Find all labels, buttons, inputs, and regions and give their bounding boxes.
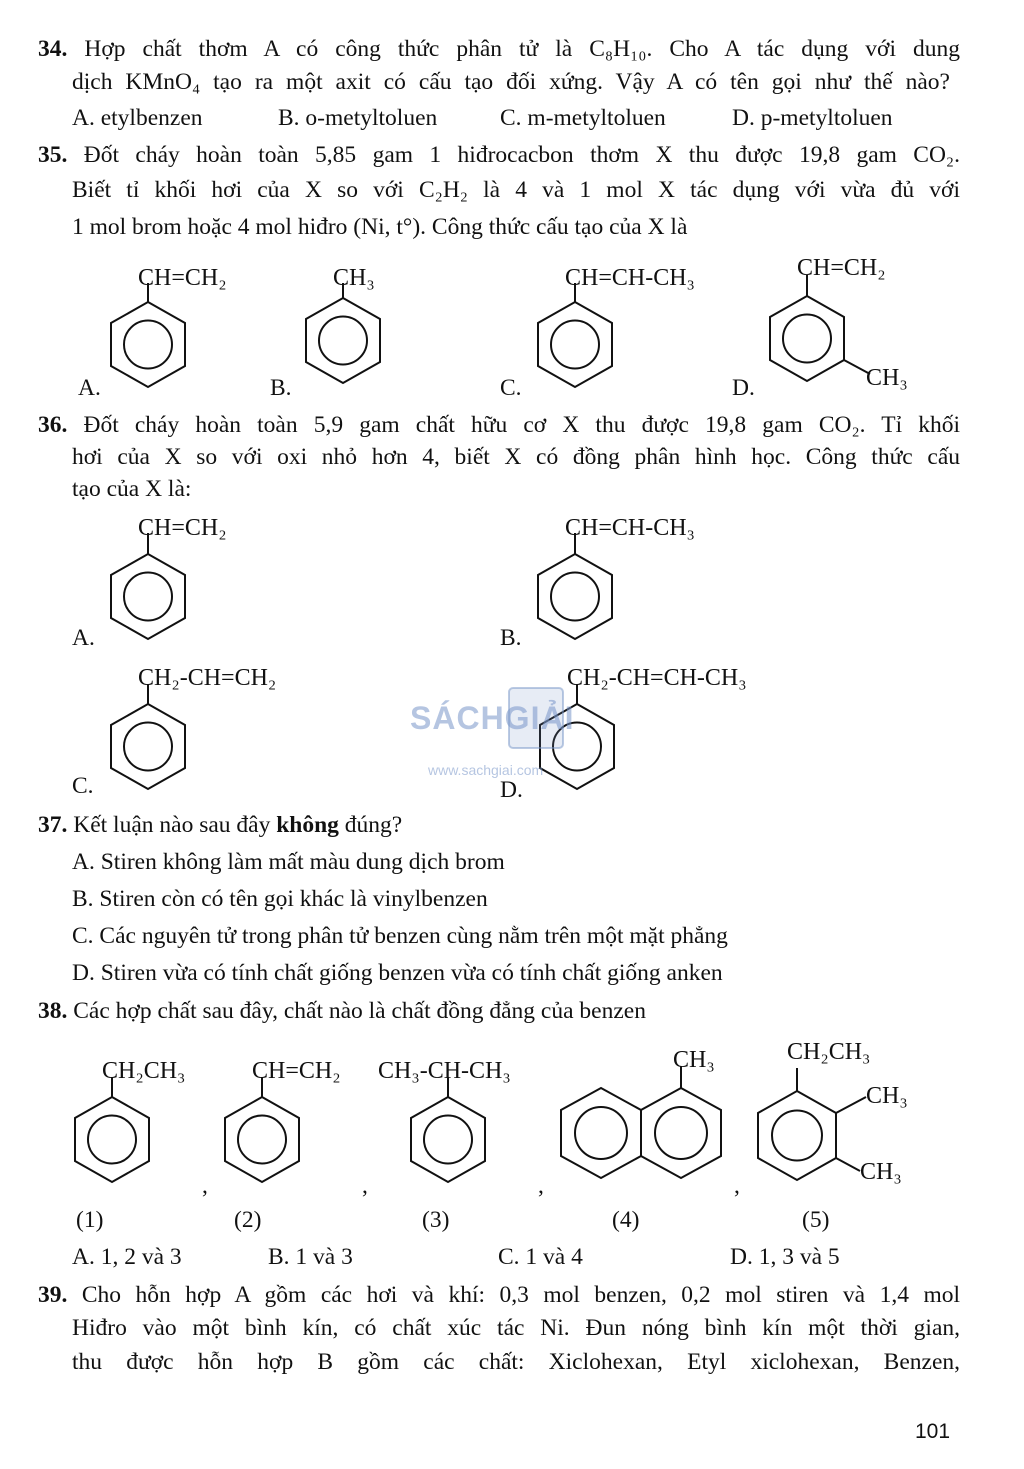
q38-5-substituent-3: CH₃ <box>860 1159 902 1185</box>
q38-3-substituent: CH₃-CH-CH₃ <box>378 1058 511 1084</box>
q38-5-substituent-2: CH₃ <box>866 1083 908 1109</box>
q36-line-3: tạo của X là: <box>72 476 192 502</box>
q35-a-substituent: CH=CH₂ <box>138 265 227 291</box>
q35-d-substituent-2: CH₃ <box>866 365 908 391</box>
q39-line-3: thu được hỗn hợp B gồm các chất: Xiclohexan, Etyl xiclohexan, Benzen, <box>72 1349 960 1375</box>
q38-option-b: B. 1 và 3 <box>268 1244 353 1270</box>
q36-c-substituent: CH₂-CH=CH₂ <box>138 665 277 691</box>
q38-comma-1: , <box>202 1173 208 1199</box>
page-number: 101 <box>915 1420 951 1443</box>
q38-option-a: A. 1, 2 và 3 <box>72 1244 182 1270</box>
q37-option-a: A. Stiren không làm mất màu dung dịch brom <box>72 849 505 875</box>
q34-line-1: 34. Hợp chất thơm A có công thức phân tử là C₈H₁₀. Cho A tác dụng với dung <box>38 36 960 62</box>
q37-option-b: B. Stiren còn có tên gọi khác là vinylbenzen <box>72 886 488 912</box>
q39-line-1: 39. Cho hỗn hợp A gồm các hơi và khí: 0,3 mol benzen, 0,2 mol stiren và 1,4 mol <box>38 1282 961 1308</box>
q36-line-1: 36. Đốt cháy hoàn toàn 5,9 gam chất hữu cơ X thu được 19,8 gam CO₂. Tỉ khối <box>38 412 961 438</box>
q37-stem: 37. Kết luận nào sau đây không đúng? <box>38 812 403 838</box>
q38-label-2: (2) <box>234 1207 262 1233</box>
q34-option-d: D. p-metyltoluen <box>732 105 893 131</box>
q38-comma-2: , <box>362 1173 368 1199</box>
q39-line-2: Hiđro vào một bình kín, có chất xúc tác Ni. Đun nóng bình kín một thời gian, <box>72 1315 960 1341</box>
q38-comma-3: , <box>538 1173 544 1199</box>
q36-label-a: A. <box>72 625 95 651</box>
q38-option-d: D. 1, 3 và 5 <box>730 1244 840 1270</box>
q34-option-b: B. o-metyltoluen <box>278 105 438 131</box>
q38-5-substituent-1: CH₂CH₃ <box>787 1039 871 1065</box>
q38-comma-4: , <box>734 1173 740 1199</box>
watermark-brand: SÁCHGIẢI <box>410 700 575 736</box>
q36-d-substituent: CH₂-CH=CH-CH₃ <box>567 665 747 691</box>
q35-label-c: C. <box>500 375 522 401</box>
q34-option-a: A. etylbenzen <box>72 105 203 131</box>
q38-stem: 38. Các hợp chất sau đây, chất nào là chất đồng đẳng của benzen <box>38 998 646 1024</box>
q36-line-2: hơi của X so với oxi nhỏ hơn 4, biết X có đồng phân hình học. Công thức cấu <box>72 444 960 470</box>
q35-line-2: Biết tỉ khối hơi của X so với C₂H₂ là 4 và 1 mol X tác dụng với vừa đủ với <box>72 177 960 203</box>
q34-line-2: dịch KMnO₄ tạo ra một axit có cấu tạo đối xứng. Vậy A có tên gọi như thế nào? <box>72 69 950 95</box>
q38-option-c: C. 1 và 4 <box>498 1244 583 1270</box>
q38-label-3: (3) <box>422 1207 450 1233</box>
q36-a-substituent: CH=CH₂ <box>138 515 227 541</box>
q35-b-substituent: CH₃ <box>333 265 375 291</box>
q38-label-5: (5) <box>802 1207 830 1233</box>
q36-b-substituent: CH=CH-CH₃ <box>565 515 695 541</box>
q35-line-1: 35. Đốt cháy hoàn toàn 5,85 gam 1 hiđrocacbon thơm X thu được 19,8 gam CO₂. <box>38 142 961 168</box>
q38-label-4: (4) <box>612 1207 640 1233</box>
q38-1-substituent: CH₂CH₃ <box>102 1058 186 1084</box>
q37-option-c: C. Các nguyên tử trong phân tử benzen cùng nằm trên một mặt phẳng <box>72 923 728 949</box>
q36-label-d: D. <box>500 777 523 803</box>
q35-label-a: A. <box>78 375 101 401</box>
q38-4-substituent: CH₃ <box>673 1047 715 1073</box>
q36-label-b: B. <box>500 625 522 651</box>
q38-label-1: (1) <box>76 1207 104 1233</box>
q35-c-substituent: CH=CH-CH₃ <box>565 265 695 291</box>
q34-option-c: C. m-metyltoluen <box>500 105 666 131</box>
q35-label-b: B. <box>270 375 292 401</box>
q37-option-d: D. Stiren vừa có tính chất giống benzen vừa có tính chất giống anken <box>72 960 723 986</box>
q36-label-c: C. <box>72 773 94 799</box>
watermark-url: www.sachgiai.com <box>428 762 544 778</box>
q35-d-substituent-1: CH=CH₂ <box>797 255 886 281</box>
q35-label-d: D. <box>732 375 755 401</box>
q38-2-substituent: CH=CH₂ <box>252 1058 341 1084</box>
q35-line-3: 1 mol brom hoặc 4 mol hiđro (Ni, t°). Công thức cấu tạo của X là <box>72 214 688 240</box>
